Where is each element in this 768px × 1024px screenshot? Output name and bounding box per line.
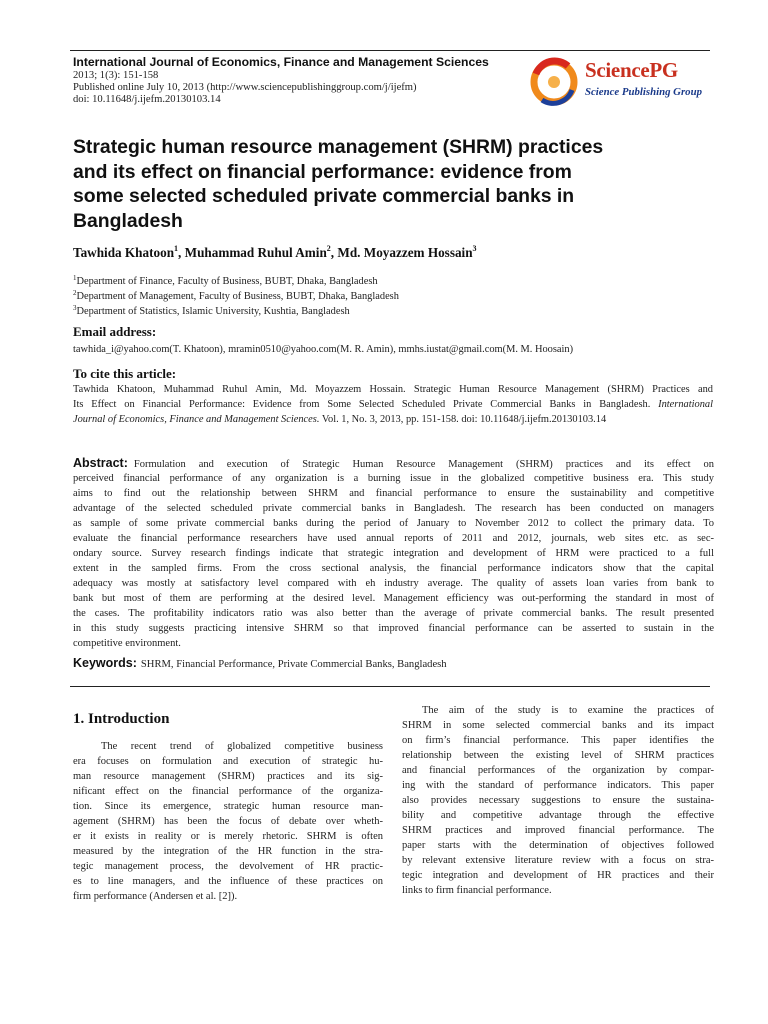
sciencepg-logo (528, 56, 703, 108)
volume-pages: 2013; 1(3): 151-158 (73, 70, 159, 81)
author-sep: , (178, 245, 185, 260)
title-line: Bangladesh (73, 209, 183, 232)
affiliation (73, 274, 378, 287)
cite-text: Its Effect on Financial Performance: Evidence from Some Selected Scheduled Private Commercial Banks in Bangladesh. (73, 399, 651, 410)
intro-right-line: relationship between the existing level of SHRM practices (402, 750, 714, 761)
intro-right-line: bility and competitive advantage through the effective (402, 810, 714, 821)
intro-left-line: firm performance (Andersen et al. [2]). (73, 891, 238, 902)
cite-line-1: Tawhida Khatoon, Muhammad Ruhul Amin, Md. Moyazzem Hossain. Strategic Human Resource Management (SHRM) Practices and (73, 384, 713, 395)
keywords (73, 656, 447, 670)
sciencepg-ring-icon (528, 56, 582, 108)
intro-left-line: man resource management (SHRM) practices and its sig- (73, 771, 383, 782)
intro-right-line: also provides necessary suggestions to ensure the sustaina- (402, 795, 714, 806)
affiliation (73, 289, 399, 302)
doi-line: doi: 10.11648/j.ijefm.20130103.14 (73, 94, 221, 105)
published-line: Published online July 10, 2013 (http://www.sciencepublishinggroup.com/j/ijefm) (73, 82, 417, 93)
author-name: Tawhida Khatoon (73, 245, 175, 260)
abstract-line: evaluate the financial performance researchers have used annual reports of 2011 and 2012, journals, web sites etc. as sec- (73, 533, 714, 544)
intro-right-line: paper starts with the determination of objectives followed (402, 840, 714, 851)
abstract-line: adequacy was mostly at satisfactory level compared with eh industry average. The quality of assets loan varies from bank to (73, 578, 714, 589)
abstract-line: perceived financial performance of any organization is a burning issue in the globalized competitive business era. This study (73, 473, 714, 484)
intro-right-line: on firm’s financial performance. This paper identifies the (402, 735, 714, 746)
email-heading: Email address: (73, 324, 157, 339)
intro-right-line: SHRM in some selected commercial banks and its impact (402, 720, 714, 731)
intro-right-line: tegic integration and development of HR practices and their (402, 870, 714, 881)
author-sup: 3 (472, 244, 477, 253)
header-rule (70, 50, 710, 51)
affiliation-sup: 2 (73, 289, 77, 297)
cite-heading: To cite this article: (73, 366, 177, 381)
author-sep: , (330, 245, 338, 260)
cite-journal-b: Journal of Economics, Finance and Management Sciences. (73, 414, 320, 425)
abstract-line (73, 456, 714, 470)
cite-tail: Vol. 1, No. 3, 2013, pp. 151-158. doi: 10.11648/j.ijefm.20130103.14 (319, 414, 607, 425)
abstract-line: competitive environment. (73, 638, 181, 649)
section-divider (70, 686, 710, 687)
affiliation-text: Department of Statistics, Islamic University, Kushtia, Bangladesh (76, 306, 350, 317)
title-line: Strategic human resource management (SHRM) practices (73, 136, 604, 158)
intro-right-line: ing with the standard of performance indicators. This paper (402, 780, 714, 791)
keywords-label: Keywords: (73, 656, 137, 670)
affiliation-sup: 3 (73, 304, 77, 312)
email-addresses: tawhida_i@yahoo.com(T. Khatoon), mramin0510@yahoo.com(M. R. Amin), mmhs.iustat@gmail.com(M. M. Hoosain) (73, 344, 574, 355)
intro-left-line: tegic management process, the devolvement of HR practic- (73, 861, 383, 872)
cite-line-2 (73, 399, 713, 410)
affiliation-text: Department of Finance, Faculty of Business, BUBT, Dhaka, Bangladesh (76, 276, 378, 287)
affiliation-text: Department of Management, Faculty of Business, BUBT, Dhaka, Bangladesh (76, 291, 399, 302)
author-sup: 1 (174, 244, 179, 253)
abstract-line: aims to find out the relationship between SHRM and financial performance to ensure the sustainability and competitive (73, 488, 714, 499)
author-name: Md. Moyazzem Hossain (337, 245, 473, 260)
title-line: and its effect on financial performance: evidence from (73, 160, 572, 183)
intro-left-line: er it exists in reality or is merely rhetoric. SHRM is often (73, 831, 383, 842)
affiliation (73, 304, 350, 317)
intro-left-line: nificant effect on the financial performance of the organiza- (73, 786, 383, 797)
abstract-line: bank but most of them are performing at the desired level. Management efficiency was out-performing the standard in most of (73, 593, 714, 604)
title-line: some selected scheduled private commercial banks in (73, 185, 575, 207)
author-list (73, 244, 477, 261)
intro-right-line: by relevant extensive literature review with a focus on stra- (402, 855, 714, 866)
logo-subtitle: Science Publishing Group (585, 86, 702, 98)
cite-journal-a: International (658, 399, 713, 410)
abstract-line: the cases. The profitability indicators ratio was also better than the average of private commercial banks. The result presented (73, 608, 714, 619)
logo-name: SciencePG (585, 58, 678, 82)
affiliation-sup: 1 (73, 274, 77, 282)
paper-title (73, 135, 723, 233)
intro-left-line: es to line managers, and the influence of these practices on (73, 876, 383, 887)
journal-name: International Journal of Economics, Finance and Management Sciences (73, 55, 489, 69)
abstract-label: Abstract: (73, 456, 128, 470)
keywords-text: SHRM, Financial Performance, Private Commercial Banks, Bangladesh (140, 659, 447, 670)
abstract-line: in this study suggests practicing intensive SHRM so that improved financial performance can be asserted to sustain in the (73, 623, 714, 634)
intro-left-line: era focuses on formulation and execution of strategic hu- (73, 756, 383, 767)
abstract-line: ondary source. Survey research findings indicate that strategic integration and development of HRM were practiced to a full (73, 548, 714, 559)
author-sup: 2 (326, 244, 331, 253)
intro-right-line: SHRM practices and improved financial performance. The (402, 825, 714, 836)
intro-heading: 1. Introduction (73, 711, 170, 727)
intro-right-line: links to firm financial performance. (402, 885, 552, 896)
author-name: Muhammad Ruhul Amin (184, 245, 327, 260)
intro-left-line: tion. Since its emergence, strategic human resource man- (73, 801, 383, 812)
intro-right-line: The aim of the study is to examine the practices of (422, 705, 714, 716)
intro-left-line: The recent trend of globalized competitive business (101, 741, 383, 752)
abstract-text: Formulation and execution of Strategic Human Resource Management (SHRM) practices and its effect on (133, 459, 714, 470)
abstract-line: extent in the sampled firms. From the cross sectional analysis, the financial performance indicators show that the capital (73, 563, 714, 574)
abstract-line: advantage of the selected scheduled private commercial banks in Bangladesh. The research has been conducted on managers (73, 503, 714, 514)
abstract-line: as sample of some private commercial banks during the period of January to November 2012 to collect the primary data. To (73, 518, 714, 529)
intro-left-line: measured by the integration of the HR function in the stra- (73, 846, 383, 857)
cite-line-3 (73, 414, 713, 425)
intro-right-line: and financial performances of the organization by compar- (402, 765, 714, 776)
intro-left-line: agement (SHRM) has been the focus of debate over wheth- (73, 816, 383, 827)
